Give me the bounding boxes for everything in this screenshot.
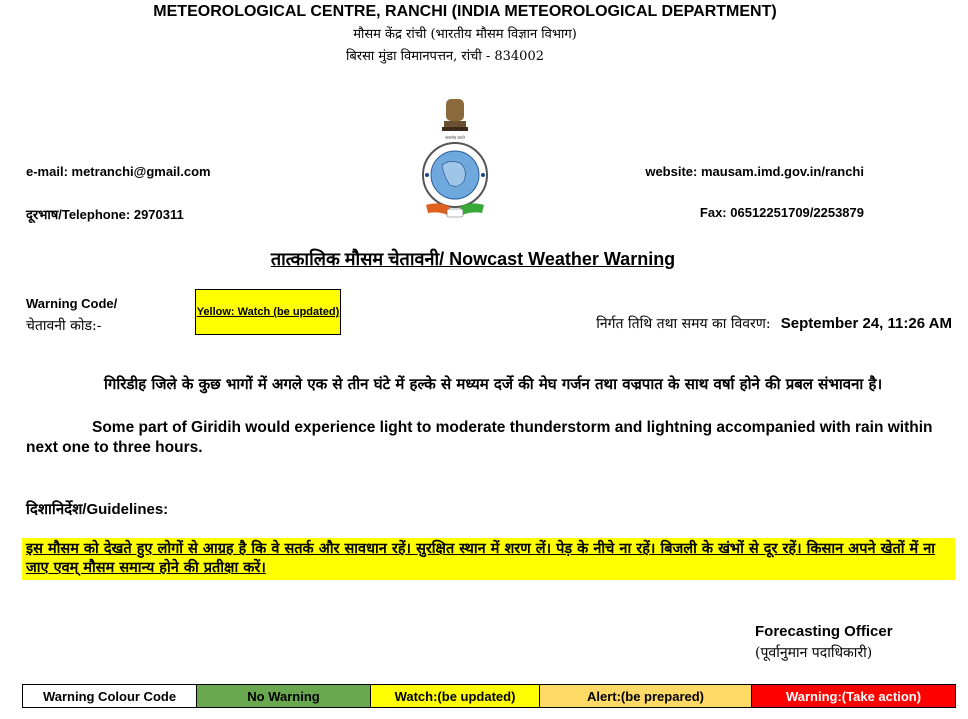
issued-label: निर्गत तिथि तथा समय का विवरण: xyxy=(596,316,771,332)
legend-watch: Watch:(be updated) xyxy=(371,685,540,707)
contact-fax: Fax: 06512251709/2253879 xyxy=(699,205,864,220)
warning-code-label xyxy=(26,293,117,337)
imd-emblem-logo xyxy=(420,97,490,222)
contact-website: website: mausam.imd.gov.in/ranchi xyxy=(645,164,864,179)
warning-code-value: Yellow: Watch (be updated) xyxy=(196,306,340,318)
warning-code-badge xyxy=(195,289,341,335)
warning-code-label-en: Warning Code/ xyxy=(26,296,118,311)
legend-no-warning: No Warning xyxy=(197,685,371,707)
issued-datetime xyxy=(596,314,952,333)
warning-colour-legend xyxy=(22,684,956,708)
guidelines-label: दिशानिर्देश/Guidelines: xyxy=(26,501,169,518)
legend-warning: Warning:(Take action) xyxy=(752,685,955,707)
legend-header: Warning Colour Code xyxy=(23,685,197,707)
warning-message-hindi: गिरिडीह जिले के कुछ भागों में अगले एक से तीन घंटे में हल्के से मध्यम दर्जे की मेघ गर्जन तथा वज्रपात के साथ वर्षा होने की प्रबल संभावना है। xyxy=(104,375,883,393)
officer-title-en: Forecasting Officer xyxy=(755,623,893,640)
svg-text:सत्यमेव जयते: सत्यमेव जयते xyxy=(445,135,465,140)
issued-value: September 24, 11:26 AM xyxy=(780,315,952,332)
header-title: METEOROLOGICAL CENTRE, RANCHI (INDIA METEOROLOGICAL DEPARTMENT) xyxy=(153,3,777,20)
warning-message-english: Some part of Giridih would experience light to moderate thunderstorm and lightning accompanied with rain within next one to three hours. xyxy=(26,419,933,456)
guidelines-text: इस मौसम को देखते हुए लोगों से आग्रह है कि वे सतर्क और सावधान रहें। सुरक्षित स्थान में शरण लें। पेड़ के नीचे ना रहें। बिजली के खंभों से दूर रहें। किसान अपने खेतों में ना जाए एवम् मौसम समान्य होने की प्रतीक्षा करें। xyxy=(26,541,936,576)
header-address: बिरसा मुंडा विमानपत्तन, रांची - 834002 xyxy=(345,49,544,64)
contact-telephone: दूरभाष/Telephone: 2970311 xyxy=(26,207,184,222)
document-title: तात्कालिक मौसम चेतावनी/ Nowcast Weather Warning xyxy=(270,249,676,269)
warning-code-label-hi: चेतावनी कोड:- xyxy=(26,318,102,334)
officer-title-hi: (पूर्वानुमान पदाधिकारी) xyxy=(755,645,873,661)
header-subtitle-hindi: मौसम केंद्र रांची (भारतीय मौसम विज्ञान विभाग) xyxy=(353,27,577,42)
forecasting-officer xyxy=(755,623,893,662)
legend-alert: Alert:(be prepared) xyxy=(540,685,752,707)
contact-email: e-mail: metranchi@gmail.com xyxy=(26,164,211,179)
